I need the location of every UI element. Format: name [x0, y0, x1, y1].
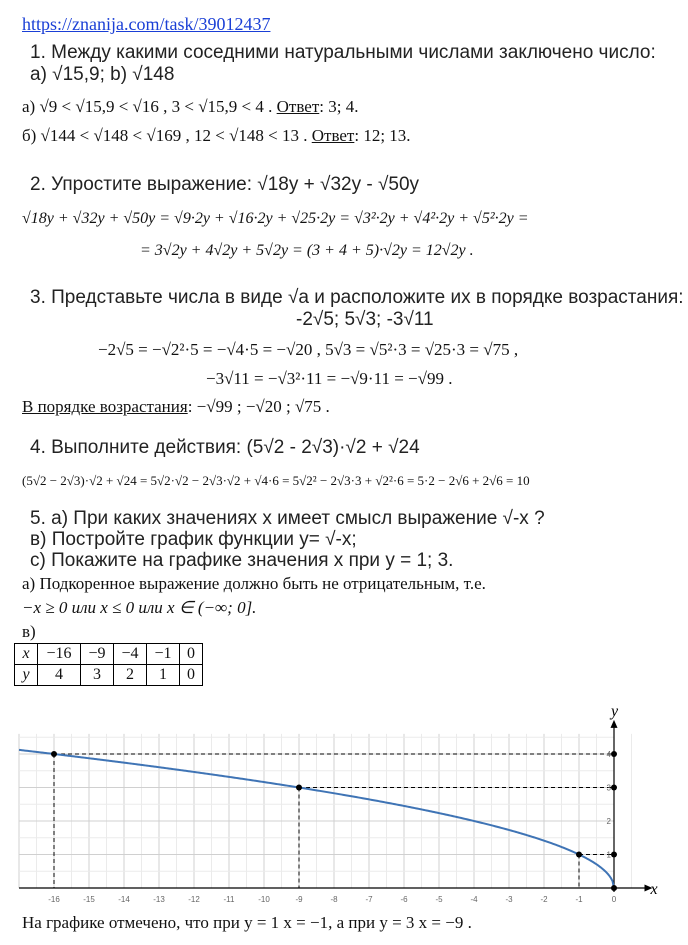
x-tick-label: -8	[330, 895, 338, 904]
table-cell: 0	[180, 665, 203, 686]
y-tick-label: 2	[606, 817, 611, 826]
table-cell: −1	[147, 644, 180, 665]
order-values: : −√99 ; −√20 ; √75 .	[187, 397, 330, 416]
y-axis-label: y	[611, 702, 619, 720]
x-tick-label: -14	[118, 895, 130, 904]
function-graph	[0, 700, 688, 910]
chart-grid	[19, 734, 632, 888]
marked-point	[296, 785, 302, 791]
table-cell: 1	[147, 665, 180, 686]
marked-point	[611, 885, 617, 891]
y-axis-point	[611, 751, 617, 757]
x-tick-label: -1	[575, 895, 583, 904]
table-cell: 2	[114, 665, 147, 686]
table-header-x: x	[15, 644, 38, 665]
task3-order	[22, 397, 330, 417]
chart-ticks	[48, 750, 617, 904]
task4-question: 4. Выполните действия: (5√2 - 2√3)·√2 + √24	[30, 437, 420, 458]
task3-solution-line2: −3√11 = −√3²·11 = −√9·11 = −√99 .	[206, 369, 453, 388]
task5-question-a: 5. а) При каких значениях х имеет смысл выражение √-x ?	[30, 508, 545, 529]
task5-part-b-label: в)	[22, 622, 36, 641]
x-tick-label: -16	[48, 895, 60, 904]
task1-solution-a-text: а) √9 < √15,9 < √16 , 3 < √15,9 < 4 .	[22, 97, 273, 116]
answer-label: Ответ	[311, 126, 355, 145]
x-tick-label: -6	[400, 895, 408, 904]
table-row-x	[15, 644, 203, 665]
table-cell: −4	[114, 644, 147, 665]
table-cell: 0	[180, 644, 203, 665]
task3-solution-line1: −2√5 = −√2²·5 = −√4·5 = −√20 , 5√3 = √5²·3 = √25·3 = √75 ,	[98, 340, 519, 359]
answer-label: Ответ	[276, 97, 320, 116]
task5-answer-a1: а) Подкоренное выражение должно быть не отрицательным, т.е.	[22, 574, 486, 593]
task1-answer-b: : 12; 13.	[354, 126, 411, 145]
table-cell: 3	[81, 665, 114, 686]
table-header-y: y	[15, 665, 38, 686]
x-tick-label: -15	[83, 895, 95, 904]
task1-solution-b-text: б) √144 < √148 < √169 , 12 < √148 < 13 .	[22, 126, 308, 145]
x-tick-label: -12	[188, 895, 200, 904]
value-table	[14, 643, 203, 686]
x-tick-label: -11	[223, 895, 235, 904]
task3-question: 3. Представьте числа в виде √a и расположите их в порядке возрастания:	[30, 287, 684, 308]
y-axis-point	[611, 852, 617, 858]
task5-answer-a2: −x ≥ 0 или x ≤ 0 или x ∈ (−∞; 0].	[22, 598, 257, 617]
task1-question-items: а) √15,9; b) √148	[30, 64, 175, 85]
x-tick-label: -7	[365, 895, 373, 904]
y-axis-arrow	[611, 720, 618, 728]
y-tick-label: 1	[606, 850, 611, 860]
x-tick-label: -4	[470, 895, 478, 904]
x-tick-label: -5	[435, 895, 443, 904]
source-link[interactable]: https://znanija.com/task/39012437	[22, 14, 271, 34]
table-cell: 4	[38, 665, 81, 686]
y-axis-point	[611, 785, 617, 791]
y-tick-label: 3	[606, 783, 611, 793]
task1-solution-a	[22, 97, 358, 117]
graph-conclusion: На графике отмечено, что при у = 1 х = −1, а при у = 3 х = −9 .	[22, 913, 472, 932]
task2-question: 2. Упростите выражение: √18y + √32y - √50y	[30, 174, 420, 195]
task2-solution-line1: √18y + √32y + √50y = √9·2y + √16·2y + √25·2y = √3²·2y + √4²·2y + √5²·2y =	[22, 210, 529, 227]
x-tick-label: -9	[295, 895, 303, 904]
x-axis-label: x	[650, 881, 658, 898]
chart-axes	[19, 720, 653, 892]
x-tick-label: -10	[258, 895, 270, 904]
marked-point	[51, 751, 57, 757]
x-tick-label: -13	[153, 895, 165, 904]
task5-question-c: с) Покажите на графике значения х при у = 1; 3.	[30, 550, 454, 571]
task1-question: 1. Между какими соседними натуральными числами заключено число:	[30, 42, 656, 63]
order-label: В порядке возрастания	[22, 397, 188, 416]
x-tick-label: -3	[505, 895, 513, 904]
task1-solution-b	[22, 126, 411, 146]
task3-numbers: -2√5; 5√3; -3√11	[296, 309, 434, 330]
table-cell: −9	[81, 644, 114, 665]
task2-solution-line2: = 3√2y + 4√2y + 5√2y = (3 + 4 + 5)·√2y = 12√2y .	[140, 242, 474, 259]
x-tick-label: -2	[540, 895, 548, 904]
y-tick-label: 4	[606, 750, 611, 759]
marked-point	[576, 852, 582, 858]
x-tick-label: 0	[611, 895, 617, 904]
table-cell: −16	[38, 644, 81, 665]
task5-question-b: в) Постройте график функции у= √-x;	[30, 529, 357, 550]
task4-solution: (5√2 − 2√3)·√2 + √24 = 5√2·√2 − 2√3·√2 + √4·6 = 5√2² − 2√3·3 + √2²·6 = 5·2 − 2√6 + 2√6 = 10	[22, 473, 530, 488]
task1-answer-a: : 3; 4.	[319, 97, 359, 116]
table-row-y	[15, 665, 203, 686]
